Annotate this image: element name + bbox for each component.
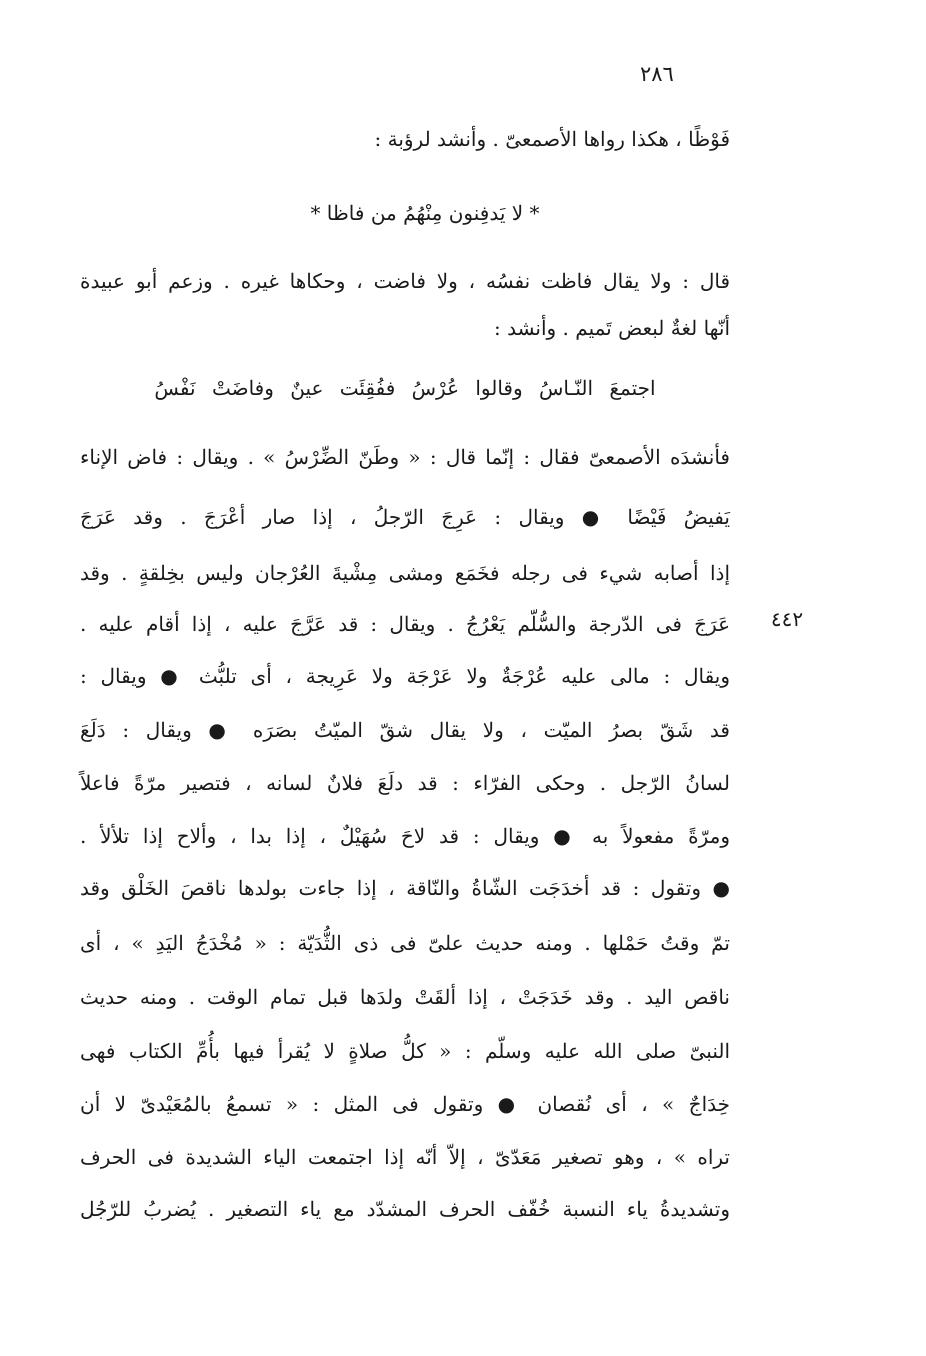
page-number: ٢٨٦ <box>640 62 674 86</box>
text-line: فَوْظًا ، هكذا رواها الأصمعىّ . وأنشد لرؤبة : <box>374 127 730 151</box>
text-line: فأنشدَه الأصمعىّ فقال : إنّما قال : « وطَنّ الضِّرْسُ » . ويقال : فاض الإناء <box>80 445 730 469</box>
text-line: أنّها لغةٌ لبعض تَميم . وأنشد : <box>493 316 730 340</box>
text-line: خِدَاجٌ » ، أى نُقصان ● وتقول فى المثل : « تسمعُ بالمُعَيْدىّ لا أن <box>80 1092 730 1116</box>
verse-line: اجتمعَ النّـاسُ وقالوا عُرْسُ ففُقِئَت عينٌ وفاضَتْ نَفْسُ <box>154 376 656 400</box>
text-line: تمّ وقتُ حَمْلها . ومنه حديث علىّ فى ذى الثُّدَيّة : « مُخْدَجُ اليَدِ » ، أى <box>80 931 730 955</box>
text-line: يَفيضُ فَيْضًا ● ويقال : عَرِجَ الرّجلُ ، إذا صار أعْرَجَ . وقد عَرَجَ <box>80 505 730 529</box>
margin-entry-number: ٤٤٢ <box>770 607 804 631</box>
text-line: ومرّةً مفعولاً به ● ويقال : قد لاحَ سُهَيْلٌ ، إذا بدا ، وألاح إذا تلألأ . <box>80 824 730 848</box>
text-line: تراه » ، وهو تصغير مَعَدّىّ ، إلاّ أنّه إذا اجتمعت الياء الشديدة فى الحرف <box>80 1145 730 1169</box>
text-line: ● وتقول : قد أخدَجَت الشّاةُ والنّاقة ، إذا جاءت بولدها ناقصَ الخَلْق وقد <box>80 876 730 900</box>
text-line: ناقص اليد . وقد خَدَجَتْ ، إذا ألقَتْ ولدَها قبل تمام الوقت . ومنه حديث <box>80 985 730 1009</box>
text-line: النبىّ صلى الله عليه وسلّم : « كلُّ صلاةٍ لا يُقرأ فيها بأُمِّ الكتاب فهى <box>80 1039 730 1063</box>
text-line: قال : ولا يقال فاظت نفسُه ، ولا فاضت ، وحكاها غيره . وزعم أبو عبيدة <box>80 269 730 293</box>
text-line: وتشديدةُ ياء النسبة خُفّف الحرف المشدّد مع ياء التصغير . يُضربُ للرّجُل <box>80 1197 730 1221</box>
verse-line: * لا يَدفِنون مِنْهُمُ من فاظا * <box>310 201 540 225</box>
text-line: ويقال : مالى عليه عُرْجَةٌ ولا عَرْجَة ولا عَرِيجة ، أى تلبُّث ● ويقال : <box>80 664 730 688</box>
text-line: لسانُ الرّجل . وحكى الفرّاء : قد دلَعَ فلانٌ لسانه ، فتصير مرّةً فاعلاً <box>80 771 730 795</box>
text-line: عَرَجَ فى الدّرجة والسُّلّم يَعْرُجُ . ويقال : قد عَرَّجَ عليه ، إذا أقام عليه . <box>80 612 730 636</box>
text-line: قد شَقّ بصرُ الميّت ، ولا يقال شقّ الميّتُ بصَرَه ● ويقال : دَلَعَ <box>80 718 730 742</box>
text-line: إذا أصابه شيء فى رجله فخَمَع ومشى مِشْيةَ العُرْجان وليس بخِلقةٍ . وقد <box>80 561 730 585</box>
